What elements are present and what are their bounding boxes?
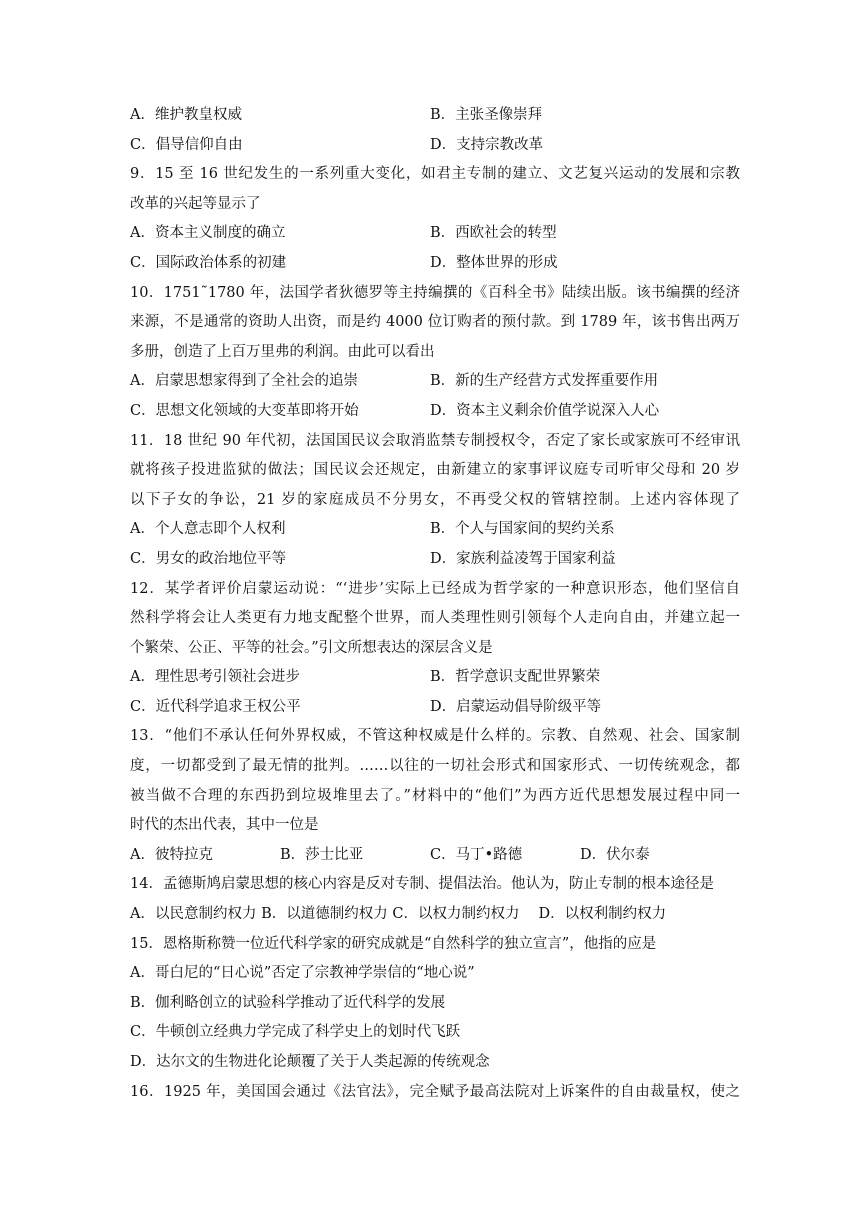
q12-option-d: D．启蒙运动倡导阶级平等: [430, 698, 602, 715]
q15-option-a: A．哥白尼的“日心说”否定了宗教神学崇信的“地心说”: [130, 965, 475, 982]
q10-stem-line-1: 10．1751˜1780 年，法国学者狄德罗等主持编撰的《百科全书》陆续出版。该书编撰的经济: [130, 284, 740, 301]
q16-stem-line-1: 16．1925 年，美国国会通过《法官法》，完全赋予最高法院对上诉案件的自由裁量权，使之: [130, 1083, 740, 1100]
q13-option-b: B．莎士比亚: [280, 846, 364, 863]
q8-option-d: D．支持宗教改革: [430, 136, 544, 153]
q13-stem-line-1: 13．“他们不承认任何外界权威，不管这种权威是什么样的。宗教、自然观、社会、国家制: [130, 728, 740, 745]
q15-option-b: B．伽利略创立的试验科学推动了近代科学的发展: [130, 994, 446, 1011]
q12-stem-line-3: 个繁荣、公正、平等的社会。”引文所想表达的深层含义是: [130, 639, 493, 656]
q14-options-row: A．以民意制约权力 B．以道德制约权力 C．以权力制约权力 D．以权利制约权力: [130, 906, 667, 923]
q12-stem-line-2: 然科学将会让人类更有力地支配整个世界，而人类理性则引领每个人走向自由，并建立起一: [130, 610, 740, 627]
q13-option-a: A．彼特拉克: [130, 846, 213, 863]
q8-option-a: A．维护教皇权威: [130, 107, 242, 123]
q9-options-row-2: [130, 249, 740, 279]
q8-options-row-2: [130, 131, 740, 161]
q11-option-d: D．家族利益凌驾于国家利益: [430, 550, 616, 567]
q11-option-c: C．男女的政治地位平等: [130, 550, 287, 567]
q10-options-row-1: [130, 367, 740, 397]
question-list: [130, 101, 740, 1107]
q10-options-row-2: [130, 397, 740, 427]
q12-options-row-2: [130, 693, 740, 723]
q13-stem-line-3: 被当做不合理的东西扔到垃圾堆里去了。”材料中的“他们”为西方近代思想发展过程中同一: [130, 787, 740, 804]
q8-options-row-1: [130, 101, 740, 131]
q11-options-row-1: [130, 515, 740, 545]
q15-option-d: D．达尔文的生物进化论颠覆了关于人类起源的传统观念: [130, 1054, 490, 1070]
q10-option-c: C．思想文化领域的大变革即将开始: [130, 402, 359, 419]
q13-option-d: D．伏尔泰: [580, 846, 650, 863]
q10-stem-line-2: 来源，不是通常的资助人出资，而是约 4000 位订购者的预付款。到 1789 年，该书售出两万: [130, 314, 740, 331]
q10-option-b: B．新的生产经营方式发挥重要作用: [430, 373, 659, 390]
q14-stem-line-1: 14．孟德斯鸠启蒙思想的核心内容是反对专制、提倡法治。他认为，防止专制的根本途径是: [130, 876, 714, 893]
q10-option-a: A．启蒙思想家得到了全社会的追崇: [130, 373, 358, 390]
q9-option-b: B．西欧社会的转型: [430, 225, 557, 242]
q13-option-c: C．马丁•路德: [430, 846, 523, 863]
q9-stem-line-2: 改革的兴起等显示了: [130, 195, 261, 212]
q12-option-c: C．近代科学追求王权公平: [130, 698, 301, 715]
q10-option-d: D．资本主义剩余价值学说深入人心: [430, 402, 660, 419]
q13-stem-line-4: 时代的杰出代表，其中一位是: [130, 817, 319, 834]
q11-stem-line-1: 11．18 世纪 90 年代初，法国国民议会取消监禁专制授权令，否定了家长或家族可不经审讯: [130, 432, 740, 449]
q11-option-a: A．个人意志即个人权利: [130, 521, 286, 538]
q12-options-row-1: [130, 663, 740, 693]
q13-stem-line-2: 度，一切都受到了最无情的批判。……以往的一切社会形式和国家形式、一切传统观念，都: [130, 758, 740, 775]
q9-option-c: C．国际政治体系的初建: [130, 254, 287, 271]
q9-stem-line-1: 9．15 至 16 世纪发生的一系列重大变化，如君主专制的建立、文艺复兴运动的发展和宗教: [130, 166, 740, 183]
q13-options-row: [130, 841, 740, 871]
q11-options-row-2: [130, 545, 740, 575]
q11-stem-line-3: 以下子女的争讼，21 岁的家庭成员不分男女，不再受父权的管辖控制。上述内容体现了: [130, 491, 740, 508]
q9-options-row-1: [130, 219, 740, 249]
q9-option-a: A．资本主义制度的确立: [130, 225, 286, 242]
q15-stem-line-1: 15．恩格斯称赞一位近代科学家的研究成就是“自然科学的独立宣言”，他指的应是: [130, 935, 657, 952]
q11-stem-line-2: 就将孩子投进监狱的做法；国民议会还规定，由新建立的家事评议庭专司听审父母和 20 岁: [130, 462, 740, 479]
q10-stem-line-3: 多册，创造了上百万里弗的利润。由此可以看出: [130, 343, 435, 360]
q12-stem-line-1: 12．某学者评价启蒙运动说：“‘进步’实际上已经成为哲学家的一种意识形态，他们坚信自: [130, 580, 740, 597]
q11-option-b: B．个人与国家间的契约关系: [430, 521, 615, 538]
q9-option-d: D．整体世界的形成: [430, 254, 558, 271]
q8-option-c: C．倡导信仰自由: [130, 136, 243, 153]
q8-option-b: B．主张圣像崇拜: [430, 107, 543, 123]
q15-option-c: C．牛顿创立经典力学完成了科学史上的划时代飞跃: [130, 1024, 461, 1041]
q12-option-a: A．理性思考引领社会进步: [130, 669, 300, 686]
q12-option-b: B．哲学意识支配世界繁荣: [430, 669, 601, 686]
